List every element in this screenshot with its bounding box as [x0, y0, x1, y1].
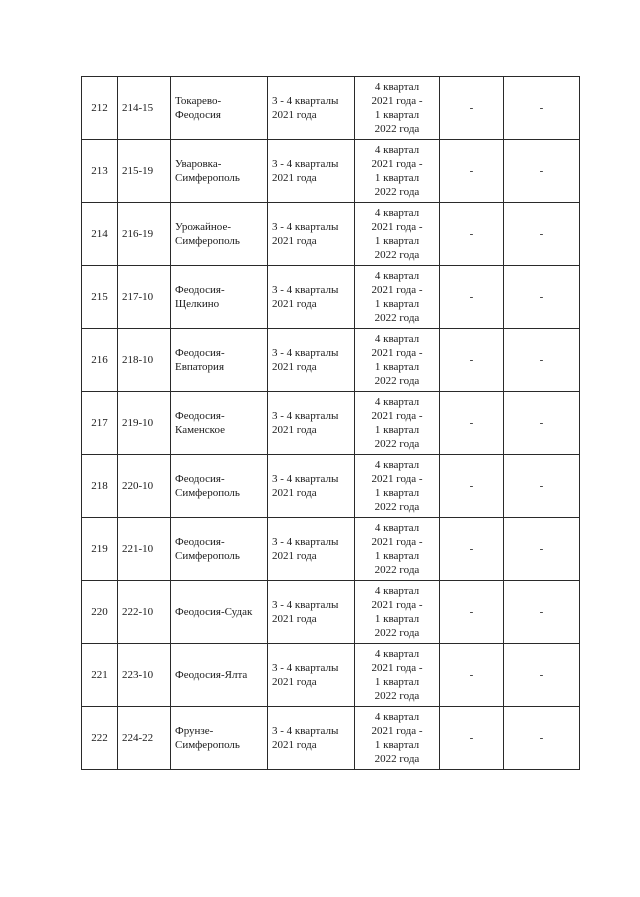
end-period: 4 квартал 2021 года - 1 квартал 2022 года: [371, 144, 423, 198]
table-row: [82, 707, 580, 770]
column-a-value: -: [440, 266, 504, 329]
route-code: 217-10: [118, 266, 171, 329]
start-period: 3 - 4 кварталы 2021 года: [272, 221, 339, 247]
start-period-cell: [268, 644, 355, 707]
end-period-cell: [355, 329, 440, 392]
end-period: 4 квартал 2021 года - 1 квартал 2022 года: [371, 396, 423, 450]
end-period-cell: [355, 455, 440, 518]
routes-table-body: [82, 77, 580, 770]
end-period: 4 квартал 2021 года - 1 квартал 2022 года: [371, 270, 423, 324]
route-name: Феодосия-Ялта: [175, 669, 248, 681]
route-code: 224-22: [118, 707, 171, 770]
start-period-cell: [268, 203, 355, 266]
column-a-value: -: [440, 77, 504, 140]
end-period-cell: [355, 77, 440, 140]
end-period: 4 квартал 2021 года - 1 квартал 2022 года: [371, 711, 423, 765]
route-code: 220-10: [118, 455, 171, 518]
column-b-value: -: [504, 518, 580, 581]
end-period: 4 квартал 2021 года - 1 квартал 2022 года: [371, 333, 423, 387]
row-number: 222: [82, 707, 118, 770]
start-period-cell: [268, 392, 355, 455]
row-number: 217: [82, 392, 118, 455]
route-name: Токарево- Феодосия: [175, 95, 222, 121]
route-code: 218-10: [118, 329, 171, 392]
route-name-cell: [171, 266, 268, 329]
table-row: [82, 203, 580, 266]
route-name: Феодосия- Евпатория: [175, 347, 225, 373]
end-period-cell: [355, 518, 440, 581]
column-a-value: -: [440, 140, 504, 203]
route-name-cell: [171, 455, 268, 518]
column-a-value: -: [440, 455, 504, 518]
route-name: Феодосия- Каменское: [175, 410, 225, 436]
route-name: Урожайное- Симферополь: [175, 221, 240, 247]
column-a-value: -: [440, 392, 504, 455]
route-code: 215-19: [118, 140, 171, 203]
row-number: 220: [82, 581, 118, 644]
table-row: [82, 518, 580, 581]
column-b-value: -: [504, 392, 580, 455]
start-period-cell: [268, 266, 355, 329]
route-code: 221-10: [118, 518, 171, 581]
route-name: Феодосия-Судак: [175, 606, 253, 618]
row-number: 216: [82, 329, 118, 392]
column-a-value: -: [440, 203, 504, 266]
route-name-cell: [171, 140, 268, 203]
route-name-cell: [171, 329, 268, 392]
route-code: 222-10: [118, 581, 171, 644]
column-b-value: -: [504, 644, 580, 707]
end-period: 4 квартал 2021 года - 1 квартал 2022 года: [371, 522, 423, 576]
route-name: Феодосия- Симферополь: [175, 473, 240, 499]
column-b-value: -: [504, 266, 580, 329]
row-number: 218: [82, 455, 118, 518]
column-b-value: -: [504, 455, 580, 518]
column-a-value: -: [440, 518, 504, 581]
end-period: 4 квартал 2021 года - 1 квартал 2022 года: [371, 648, 423, 702]
column-b-value: -: [504, 581, 580, 644]
start-period: 3 - 4 кварталы 2021 года: [272, 95, 339, 121]
table-row: [82, 266, 580, 329]
row-number: 215: [82, 266, 118, 329]
table-row: [82, 329, 580, 392]
end-period-cell: [355, 644, 440, 707]
start-period-cell: [268, 329, 355, 392]
table-row: [82, 77, 580, 140]
end-period-cell: [355, 392, 440, 455]
route-name: Фрунзе- Симферополь: [175, 725, 240, 751]
table-row: [82, 392, 580, 455]
start-period-cell: [268, 140, 355, 203]
start-period: 3 - 4 кварталы 2021 года: [272, 662, 339, 688]
table-row: [82, 581, 580, 644]
start-period-cell: [268, 77, 355, 140]
start-period: 3 - 4 кварталы 2021 года: [272, 725, 339, 751]
start-period-cell: [268, 581, 355, 644]
end-period-cell: [355, 581, 440, 644]
start-period-cell: [268, 518, 355, 581]
route-code: 214-15: [118, 77, 171, 140]
route-name: Феодосия- Щелкино: [175, 284, 225, 310]
column-b-value: -: [504, 707, 580, 770]
end-period-cell: [355, 707, 440, 770]
start-period: 3 - 4 кварталы 2021 года: [272, 347, 339, 373]
route-code: 223-10: [118, 644, 171, 707]
column-b-value: -: [504, 140, 580, 203]
route-name-cell: [171, 392, 268, 455]
end-period-cell: [355, 140, 440, 203]
start-period-cell: [268, 707, 355, 770]
start-period: 3 - 4 кварталы 2021 года: [272, 284, 339, 310]
row-number: 214: [82, 203, 118, 266]
route-name-cell: [171, 707, 268, 770]
table-row: [82, 644, 580, 707]
row-number: 213: [82, 140, 118, 203]
end-period: 4 квартал 2021 года - 1 квартал 2022 года: [371, 207, 423, 261]
route-name-cell: [171, 644, 268, 707]
route-code: 216-19: [118, 203, 171, 266]
start-period: 3 - 4 кварталы 2021 года: [272, 473, 339, 499]
route-name-cell: [171, 203, 268, 266]
column-a-value: -: [440, 329, 504, 392]
routes-table: [81, 76, 580, 770]
route-name-cell: [171, 581, 268, 644]
row-number: 221: [82, 644, 118, 707]
route-name: Феодосия- Симферополь: [175, 536, 240, 562]
column-a-value: -: [440, 581, 504, 644]
start-period: 3 - 4 кварталы 2021 года: [272, 410, 339, 436]
route-name-cell: [171, 77, 268, 140]
start-period: 3 - 4 кварталы 2021 года: [272, 536, 339, 562]
end-period-cell: [355, 266, 440, 329]
table-row: [82, 140, 580, 203]
row-number: 219: [82, 518, 118, 581]
column-b-value: -: [504, 77, 580, 140]
column-a-value: -: [440, 644, 504, 707]
column-b-value: -: [504, 203, 580, 266]
route-name: Уваровка- Симферополь: [175, 158, 240, 184]
end-period-cell: [355, 203, 440, 266]
route-code: 219-10: [118, 392, 171, 455]
end-period: 4 квартал 2021 года - 1 квартал 2022 года: [371, 459, 423, 513]
end-period: 4 квартал 2021 года - 1 квартал 2022 года: [371, 585, 423, 639]
row-number: 212: [82, 77, 118, 140]
end-period: 4 квартал 2021 года - 1 квартал 2022 года: [371, 81, 423, 135]
column-b-value: -: [504, 329, 580, 392]
start-period: 3 - 4 кварталы 2021 года: [272, 158, 339, 184]
start-period: 3 - 4 кварталы 2021 года: [272, 599, 339, 625]
column-a-value: -: [440, 707, 504, 770]
table-row: [82, 455, 580, 518]
route-name-cell: [171, 518, 268, 581]
start-period-cell: [268, 455, 355, 518]
